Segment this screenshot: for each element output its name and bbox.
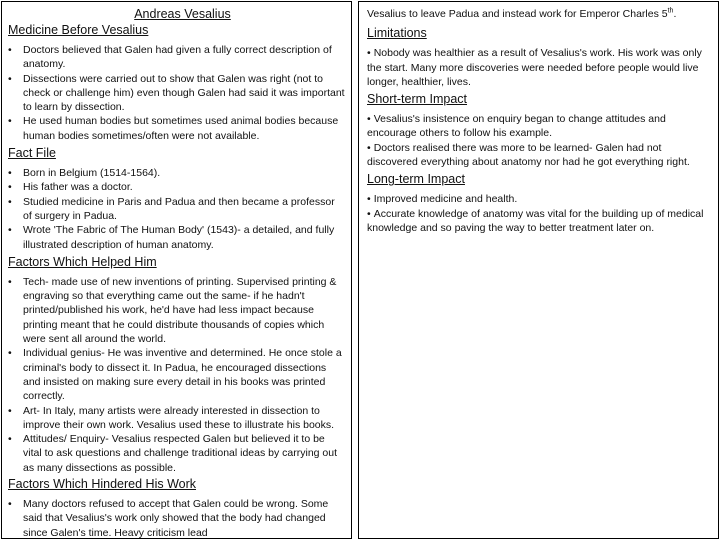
bullet-icon: • xyxy=(8,275,12,288)
list-item: • Individual genius- He was inventive and determined. He once stole a criminal's body to dissect it. In Padua, he encouraged dissections and insisted on making sure every detail in his books was printed correctly. xyxy=(8,347,342,403)
bullet-icon: • xyxy=(8,224,12,237)
list-limitations xyxy=(367,46,712,89)
list-item: • Doctors realised there was more to be learned- Galen had not discovered everything about anatomy nor had he got everything right. xyxy=(367,141,690,169)
bullet-icon: • xyxy=(367,113,371,126)
heading-short-term-impact: Short-term Impact xyxy=(367,92,468,107)
bullet-icon: • xyxy=(8,498,12,511)
bullet-icon: • xyxy=(367,193,371,206)
bullet-icon: • xyxy=(8,44,12,56)
list-short-term-impact xyxy=(367,112,712,169)
bullet-icon: • xyxy=(8,433,12,446)
list-item: • Improved medicine and health. xyxy=(367,193,518,206)
list-medicine-before xyxy=(8,43,345,143)
list-item: • Attitudes/ Enquiry- Vesalius respected Galen but believed it to be vital to ask questions and challenge traditional ideas by carrying out as many dissections as possible. xyxy=(8,433,338,474)
bullet-icon: • xyxy=(8,181,12,194)
continued-text: Vesalius to leave Padua and instead work for Emperor Charles 5th. xyxy=(367,7,677,20)
list-item: • Studied medicine in Paris and Padua and then became a professor of surgery in Padua. xyxy=(8,195,335,222)
list-item: • Vesalius's insistence on enquiry began to change attitudes and encourage others to follow his example. xyxy=(367,113,666,140)
list-item: • Art- In Italy, many artists were already interested in dissection to improve their own work. Vesalius used these to illustrate his books. xyxy=(8,404,335,431)
list-factors-helped xyxy=(8,275,345,475)
heading-long-term-impact: Long-term Impact xyxy=(367,172,465,187)
list-item: • Born in Belgium (1514-1564). xyxy=(8,167,161,180)
bullet-icon: • xyxy=(8,72,12,85)
heading-factors-helped: Factors Which Helped Him xyxy=(8,254,157,269)
list-item: • Dissections were carried out to show that Galen was right (not to check or challenge him) even though Galen had said it was important to learn by dissection. xyxy=(8,72,345,114)
heading-fact-file: Fact File xyxy=(8,146,56,161)
superscript: th xyxy=(667,7,674,15)
left-column xyxy=(1,1,352,539)
page-title: Andreas Vesalius xyxy=(134,7,231,21)
bullet-icon: • xyxy=(8,404,12,417)
bullet-icon: • xyxy=(8,115,12,128)
heading-factors-hindered: Factors Which Hindered His Work xyxy=(8,477,197,492)
bullet-icon: • xyxy=(8,167,12,180)
bullet-icon: • xyxy=(8,195,12,208)
bullet-icon: • xyxy=(367,47,371,60)
bullet-icon: • xyxy=(367,141,371,154)
list-item: • Many doctors refused to accept that Galen could be wrong. Some said that Vesalius's work only showed that the body had changed since Galen's time. Heavy criticism lead xyxy=(8,498,329,539)
right-column xyxy=(358,1,719,539)
bullet-icon: • xyxy=(367,207,371,220)
list-item: • He used human bodies but sometimes used animal bodies because human bodies sometimes/often were not available. xyxy=(8,115,339,142)
list-fact-file xyxy=(8,166,345,252)
list-factors-hindered xyxy=(8,497,345,539)
list-item: • Accurate knowledge of anatomy was vital for the building up of medical knowledge and so paving the way to better treatment later on. xyxy=(367,207,704,234)
list-item: • Tech- made use of new inventions of printing. Supervised printing & engraving so that everything came out the same- if he hadn't printed/published his work, he'd have had less impact because printing meant that he could distribute thousands of copies which were sent all around the world. xyxy=(8,275,337,346)
list-item: • His father was a doctor. xyxy=(8,181,133,194)
list-item: • Wrote 'The Fabric of The Human Body' (1543)- a detailed, and fully illustrated description of human anatomy. xyxy=(8,224,335,251)
heading-limitations: Limitations xyxy=(367,26,427,41)
bullet-icon: • xyxy=(8,347,12,360)
list-item: • Doctors believed that Galen had given a fully correct description of anatomy. xyxy=(8,44,332,71)
list-long-term-impact xyxy=(367,192,712,235)
list-item: • Nobody was healthier as a result of Vesalius's work. His work was only the start. Many more discoveries were needed before people would live longer, healthier, lives. xyxy=(367,47,702,88)
heading-medicine-before-vesalius: Medicine Before Vesalius xyxy=(8,23,149,37)
